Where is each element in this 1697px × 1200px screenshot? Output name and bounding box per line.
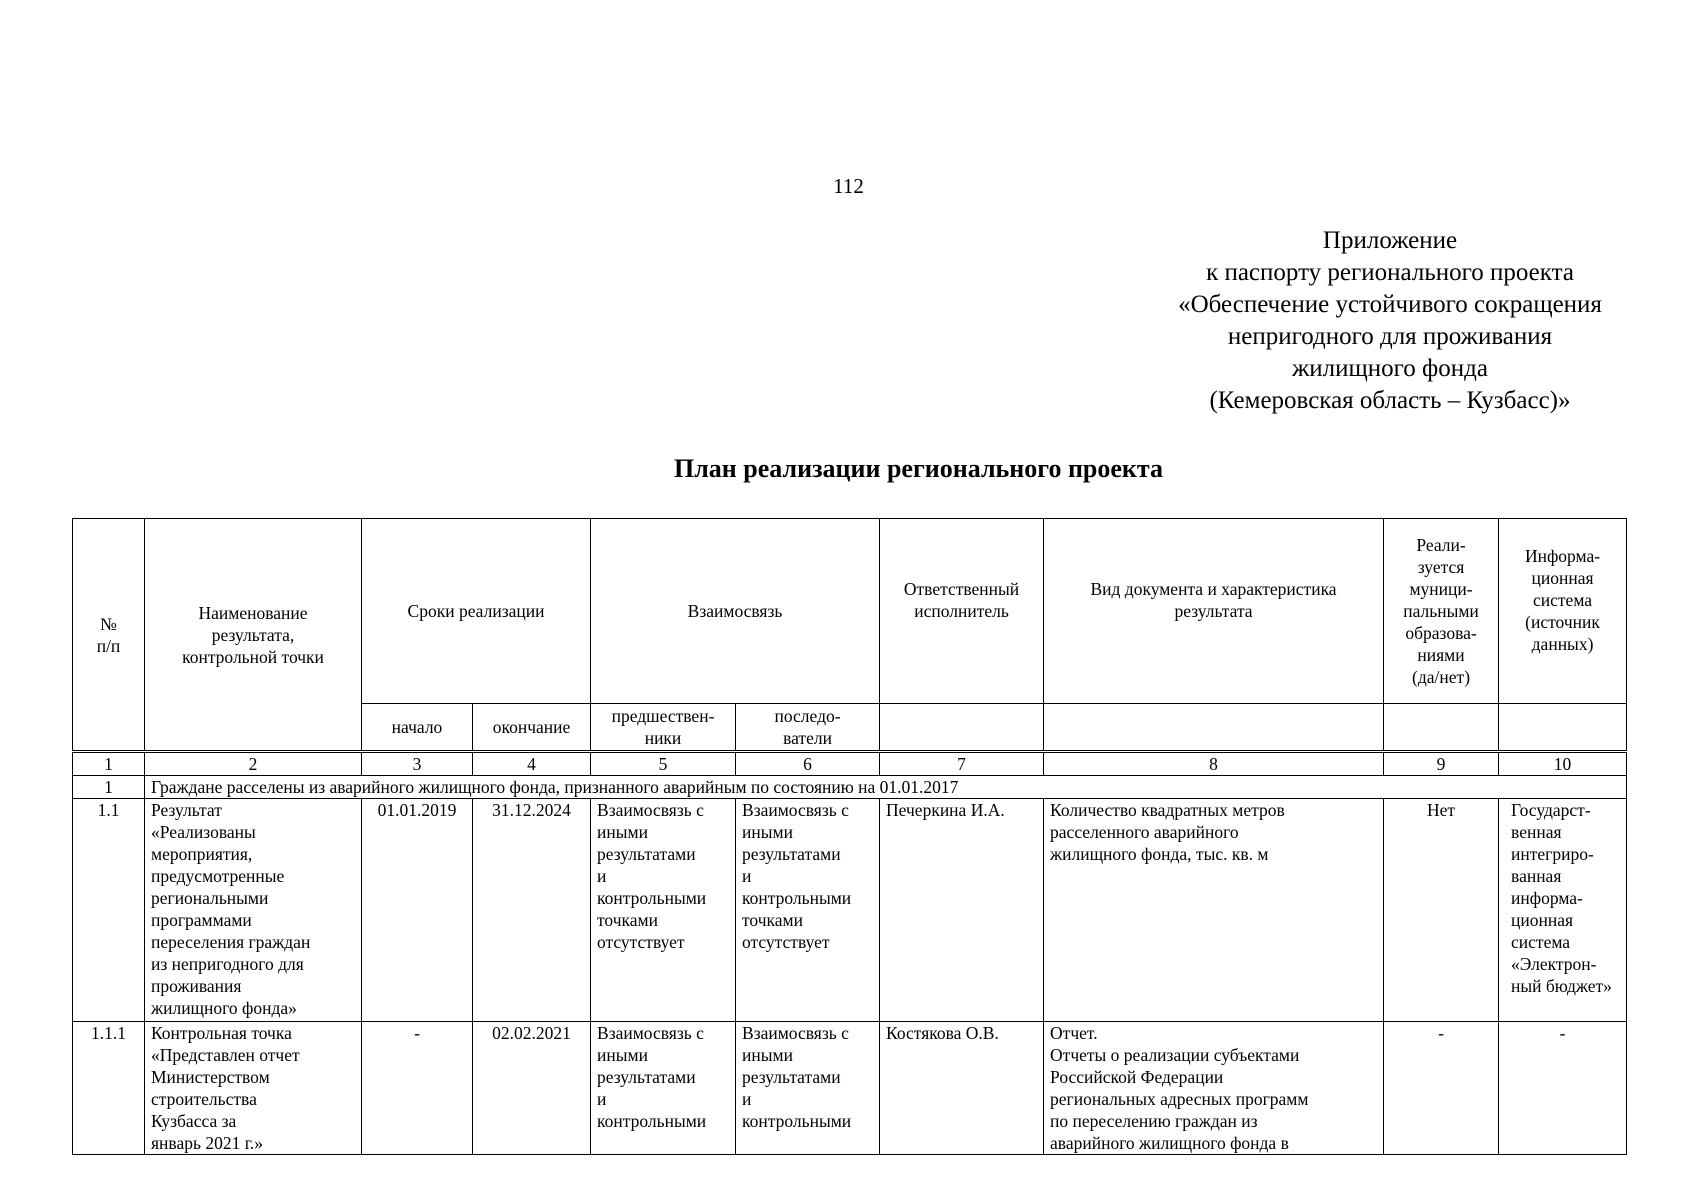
header-empty-cell [1044, 704, 1384, 752]
header-responsible: Ответственный исполнитель [880, 519, 1044, 704]
row-predecessors: Взаимосвязь с иными результатами и контрольными точками отсутствует [591, 799, 736, 1022]
row-start: - [362, 1022, 473, 1155]
row-predecessors: Взаимосвязь с иными результатами и контрольными [591, 1022, 736, 1155]
table-row [73, 799, 1627, 1022]
table-row [73, 1022, 1627, 1155]
column-number: 8 [1044, 752, 1384, 776]
appendix-header [1110, 225, 1670, 417]
row-municipal: - [1384, 1022, 1499, 1155]
row-successors: Взаимосвязь с иными результатами и контрольными точками отсутствует [736, 799, 880, 1022]
row-name: Контрольная точка «Представлен отчет Министерством строительства Кузбасса за январь 2021 г.» [145, 1022, 362, 1155]
header-num: № п/п [73, 519, 145, 752]
column-number: 2 [145, 752, 362, 776]
column-numbers-row [73, 752, 1627, 776]
appendix-line: непригодного для проживания [1227, 323, 1553, 350]
header-empty-cell [1384, 704, 1499, 752]
appendix-line: (Кемеровская область – Кузбасс)» [1209, 387, 1571, 414]
header-name: Наименование результата, контрольной точки [145, 519, 362, 752]
header-municipal: Реали- зуется муници- пальными образова- ниями (да/нет) [1384, 519, 1499, 704]
column-number: 1 [73, 752, 145, 776]
header-info-system: Информа- ционная система (источник данных) [1499, 519, 1627, 704]
header-empty-cell [1499, 704, 1627, 752]
row-start: 01.01.2019 [362, 799, 473, 1022]
row-municipal: Нет [1384, 799, 1499, 1022]
document-title: План реализации регионального проекта [674, 454, 1163, 483]
row-successors: Взаимосвязь с иными результатами и контрольными [736, 1022, 880, 1155]
appendix-line: «Обеспечение устойчивого сокращения [1178, 291, 1602, 318]
header-terms: Сроки реализации [362, 519, 591, 704]
row-name: Результат «Реализованы мероприятия, предусмотренные региональными программами переселения граждан из непригодного для проживания жилищного фонда» [145, 799, 362, 1022]
header-start: начало [362, 704, 473, 752]
row-doc-type: Количество квадратных метров расселенного аварийного жилищного фонда, тыс. кв. м [1044, 799, 1384, 1022]
column-number: 3 [362, 752, 473, 776]
header-end: окончание [473, 704, 591, 752]
implementation-plan-table [72, 518, 1627, 1155]
row-num: 1.1 [73, 799, 145, 1022]
row-responsible: Печеркина И.А. [880, 799, 1044, 1022]
section-text: Граждане расселены из аварийного жилищного фонда, признанного аварийным по состоянию на 01.01.2017 [145, 776, 1627, 799]
column-number: 6 [736, 752, 880, 776]
column-number: 7 [880, 752, 1044, 776]
header-row [73, 519, 1627, 704]
section-row [73, 776, 1627, 799]
row-doc-type: Отчет. Отчеты о реализации субъектами Российской Федерации региональных адресных программ по переселению граждан из аварийного жилищного фонда в [1044, 1022, 1384, 1155]
column-number: 4 [473, 752, 591, 776]
section-num: 1 [73, 776, 145, 799]
appendix-line: жилищного фонда [1292, 355, 1488, 382]
row-info-system: Государст- венная интегриро- ванная информа- ционная система «Электрон- ный бюджет» [1499, 799, 1627, 1022]
page-number: 112 [833, 174, 864, 198]
row-info-system: - [1499, 1022, 1627, 1155]
header-successors: последо- ватели [736, 704, 880, 752]
header-doc-type: Вид документа и характеристика результата [1044, 519, 1384, 704]
header-predecessors: предшествен- ники [591, 704, 736, 752]
column-number: 10 [1499, 752, 1627, 776]
header-relation: Взаимосвязь [591, 519, 880, 704]
column-number: 5 [591, 752, 736, 776]
row-end: 02.02.2021 [473, 1022, 591, 1155]
row-end: 31.12.2024 [473, 799, 591, 1022]
column-number: 9 [1384, 752, 1499, 776]
header-empty-cell [880, 704, 1044, 752]
row-num: 1.1.1 [73, 1022, 145, 1155]
appendix-line: к паспорту регионального проекта [1206, 259, 1574, 286]
appendix-line: Приложение [1322, 227, 1458, 254]
row-responsible: Костякова О.В. [880, 1022, 1044, 1155]
